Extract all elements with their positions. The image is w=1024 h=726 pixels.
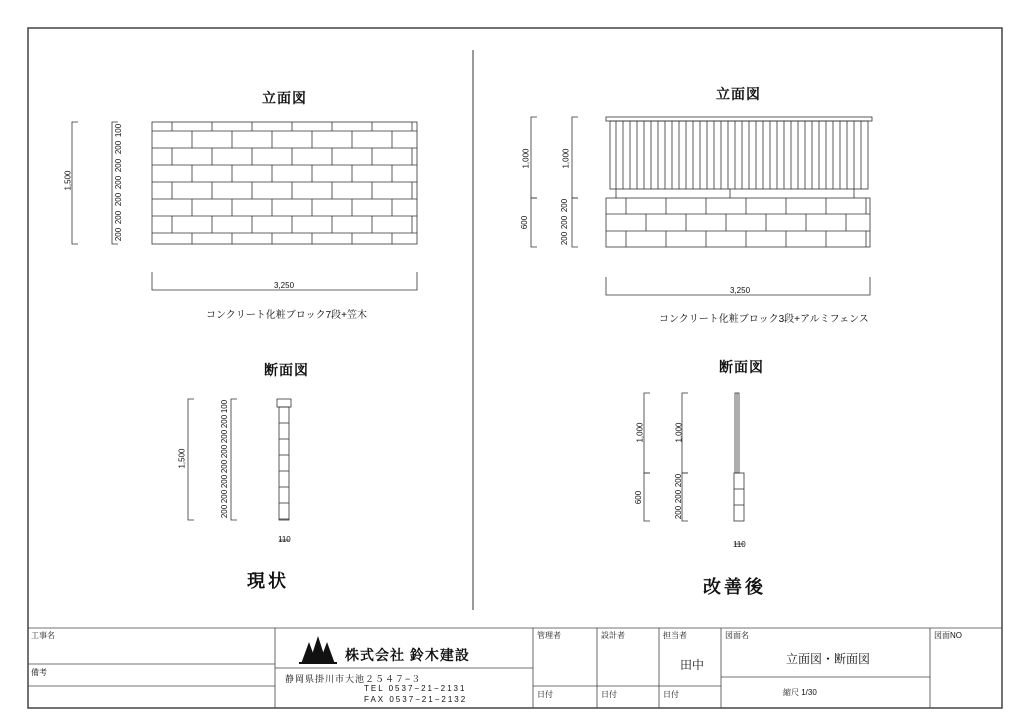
- left-sec-course-dim-0: 100: [220, 399, 230, 413]
- left-sec-course-dim-7: 200: [220, 505, 230, 519]
- left-elevation-caption: コンクリート化粧ブロック7段+笠木: [206, 310, 368, 321]
- left-elev-course-dim-2: 200: [114, 158, 124, 172]
- person-in-charge-label: 担当者: [663, 631, 687, 640]
- left-section-overall-dim: 1,500: [177, 448, 187, 469]
- manager-label: 管理者: [537, 631, 561, 640]
- left-elev-course-dim-6: 200: [114, 228, 124, 242]
- right-elevation-title: 立面図: [716, 86, 761, 102]
- right-section-wall: [734, 393, 744, 521]
- right-section-thickness: 110: [733, 540, 746, 549]
- right-elevation-base: [606, 198, 870, 247]
- right-elev-course-dim-0: 200: [560, 198, 570, 213]
- left-elevation-dims: [72, 122, 417, 290]
- drawing-name: 立面図・断面図: [786, 652, 871, 666]
- person-in-charge: 田中: [680, 658, 705, 672]
- company-name: 株式会社 鈴木建設: [345, 647, 470, 663]
- right-section-fence-dim-2: 1,000: [674, 422, 684, 443]
- left-section-title: 断面図: [264, 362, 309, 378]
- right-sec-course-dim-0: 200: [674, 473, 684, 488]
- right-section-title: 断面図: [719, 359, 764, 375]
- right-elevation-base-dim: 600: [520, 215, 530, 230]
- left-elevation-overall-dim: 1,500: [63, 170, 73, 191]
- right-elevation-width-dim: 3,250: [730, 286, 751, 295]
- company-tel: TEL 0537−21−2131: [364, 684, 467, 693]
- left-elevation-wall: [152, 122, 417, 244]
- drawing-scale: 縮尺 1/30: [783, 688, 817, 697]
- right-elevation-caption: コンクリート化粧ブロック3段+アルミフェンス: [659, 314, 869, 325]
- left-elev-course-dim-0: 100: [114, 123, 124, 137]
- right-section-dims: [644, 393, 744, 544]
- date-label-3: 日付: [663, 690, 679, 699]
- right-elevation-fence-dim-2: 1,000: [561, 148, 571, 169]
- sheet-border: [28, 28, 1002, 708]
- right-sec-course-dim-1: 200: [674, 489, 684, 504]
- left-sec-course-dim-3: 200: [220, 444, 230, 459]
- left-elev-course-dim-5: 200: [114, 210, 124, 225]
- date-label-2: 日付: [601, 690, 617, 699]
- remarks-label: 備考: [31, 668, 47, 677]
- left-status-label: 現状: [247, 571, 289, 591]
- date-label-1: 日付: [537, 690, 553, 699]
- title-block: [28, 628, 1002, 708]
- left-sec-course-dim-4: 200: [220, 459, 230, 474]
- left-elev-course-dim-3: 200: [114, 175, 124, 190]
- left-sec-course-dim-2: 200: [220, 429, 230, 443]
- project-name-label: 工事名: [31, 631, 55, 640]
- left-elevation-title: 立面図: [262, 90, 307, 106]
- left-section-wall: [277, 399, 291, 520]
- right-elevation-fence: [606, 117, 872, 198]
- right-sec-course-dim-2: 200: [674, 505, 684, 520]
- company-fax: FAX 0537−21−2132: [364, 695, 468, 704]
- company-address: 静岡県掛川市大池２５４７−３: [285, 674, 422, 684]
- left-section-thickness: 110: [278, 535, 291, 544]
- left-elev-course-dim-4: 200: [114, 193, 124, 207]
- left-sec-course-dim-5: 200: [220, 475, 230, 489]
- drawing-no-label: 図面NO: [934, 631, 962, 640]
- left-elevation-width-dim: 3,250: [274, 281, 295, 290]
- right-section-base-dim: 600: [634, 490, 644, 505]
- left-section-dims: [188, 399, 289, 540]
- left-sec-course-dim-1: 200: [220, 414, 230, 428]
- drawing-name-label: 図面名: [725, 631, 749, 640]
- right-elev-course-dim-1: 200: [560, 215, 570, 229]
- left-sec-course-dim-6: 200: [220, 490, 230, 504]
- right-status-label: 改善後: [703, 577, 766, 597]
- right-elevation-fence-dim: 1,000: [521, 148, 531, 169]
- tree-logo-icon: [299, 636, 337, 664]
- left-elev-course-dim-1: 200: [114, 140, 124, 155]
- designer-label: 設計者: [601, 631, 625, 640]
- right-elev-course-dim-2: 200: [560, 231, 570, 246]
- right-section-fence-dim: 1,000: [635, 422, 645, 443]
